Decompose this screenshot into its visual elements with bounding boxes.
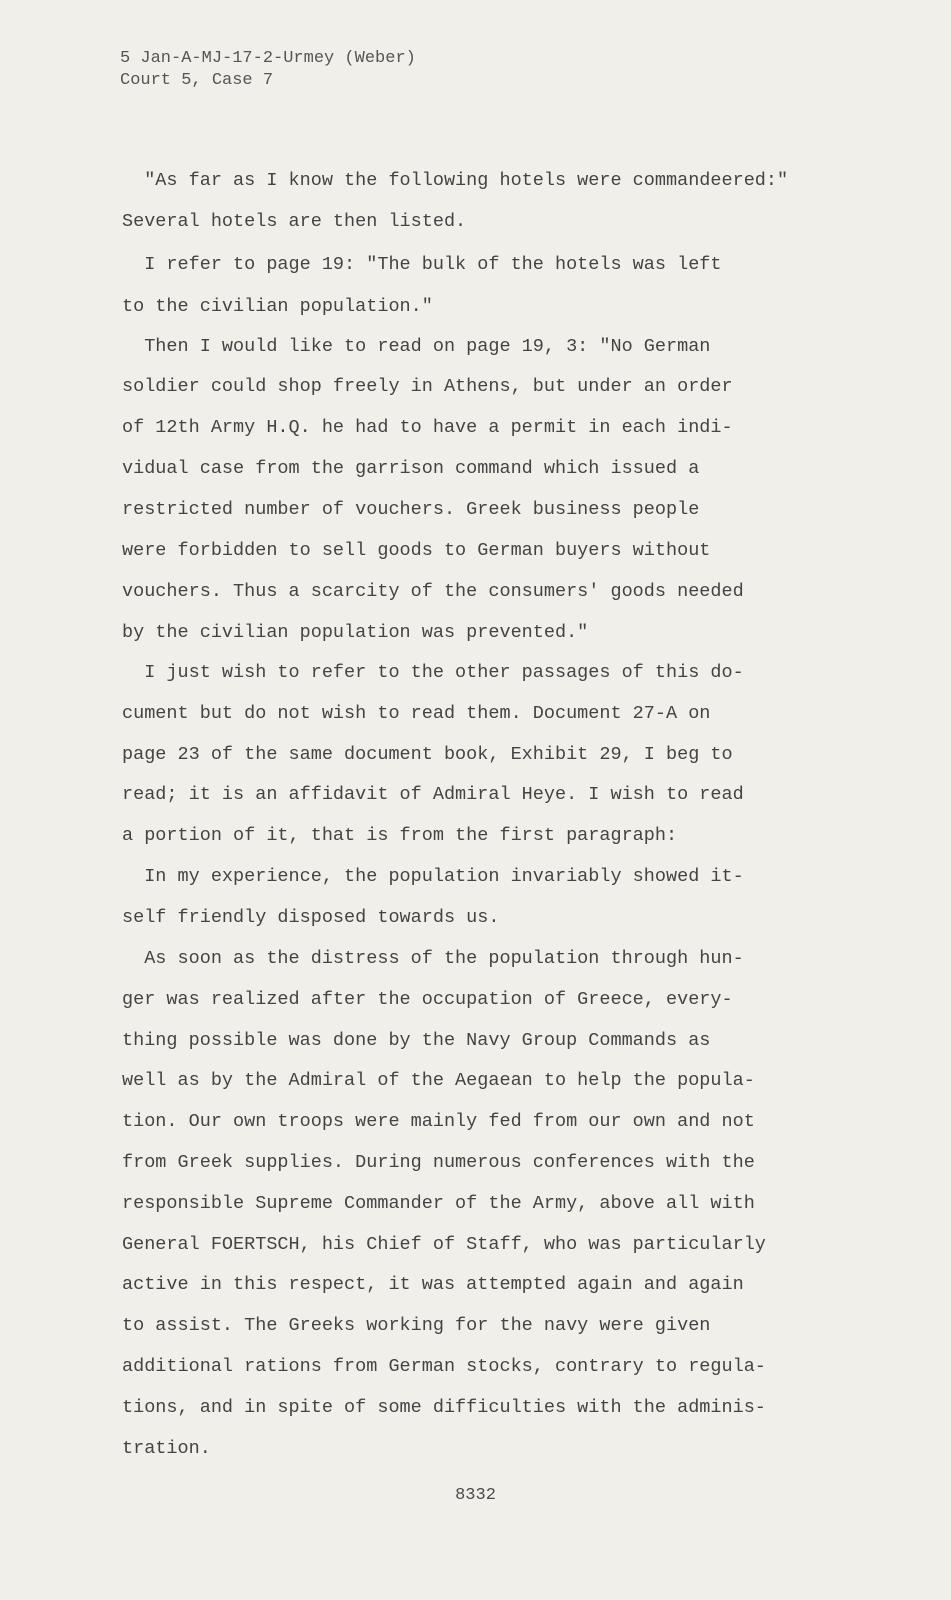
text-line: Several hotels are then listed. [122, 211, 467, 232]
header-court-case: Court 5, Case 7 [120, 71, 274, 90]
text-line: tion. Our own troops were mainly fed from our own and not [122, 1111, 755, 1132]
text-line: tration. [122, 1438, 211, 1459]
text-line: tions, and in spite of some difficulties with the adminis- [122, 1397, 766, 1418]
text-line: active in this respect, it was attempted again and again [122, 1274, 744, 1295]
text-line: General FOERTSCH, his Chief of Staff, who was particularly [122, 1234, 766, 1255]
text-line: self friendly disposed towards us. [122, 907, 500, 928]
text-line: responsible Supreme Commander of the Army, above all with [122, 1193, 755, 1214]
text-line: to assist. The Greeks working for the navy were given [122, 1315, 711, 1336]
text-line: well as by the Admiral of the Aegaean to help the popula- [122, 1070, 755, 1091]
text-line: by the civilian population was prevented." [122, 622, 589, 643]
text-line: In my experience, the population invariably showed it- [122, 866, 744, 887]
text-line: to the civilian population." [122, 296, 433, 317]
text-line: I refer to page 19: "The bulk of the hotels was left [122, 254, 722, 275]
text-line: "As far as I know the following hotels were commandeered:" [122, 170, 789, 191]
text-line: a portion of it, that is from the first paragraph: [122, 825, 678, 846]
text-line: of 12th Army H.Q. he had to have a permit in each indi- [122, 417, 733, 438]
text-line: I just wish to refer to the other passages of this do- [122, 662, 744, 683]
text-line: thing possible was done by the Navy Group Commands as [122, 1030, 711, 1051]
text-line: vouchers. Thus a scarcity of the consumers' goods needed [122, 581, 744, 602]
text-line: cument but do not wish to read them. Document 27-A on [122, 703, 711, 724]
page-number: 8332 [455, 1486, 496, 1505]
document-header [120, 48, 416, 92]
text-line: page 23 of the same document book, Exhibit 29, I beg to [122, 744, 733, 765]
text-line: from Greek supplies. During numerous conferences with the [122, 1152, 755, 1173]
text-line: vidual case from the garrison command which issued a [122, 458, 700, 479]
text-line: restricted number of vouchers. Greek business people [122, 499, 700, 520]
header-reference: 5 Jan-A-MJ-17-2-Urmey (Weber) [120, 49, 416, 68]
text-line: ger was realized after the occupation of Greece, every- [122, 989, 733, 1010]
text-line: additional rations from German stocks, contrary to regula- [122, 1356, 766, 1377]
text-line: soldier could shop freely in Athens, but under an order [122, 376, 733, 397]
text-line: were forbidden to sell goods to German buyers without [122, 540, 711, 561]
text-line: As soon as the distress of the population through hun- [122, 948, 744, 969]
text-line: read; it is an affidavit of Admiral Heye. I wish to read [122, 784, 744, 805]
text-line: Then I would like to read on page 19, 3: "No German [122, 336, 711, 357]
